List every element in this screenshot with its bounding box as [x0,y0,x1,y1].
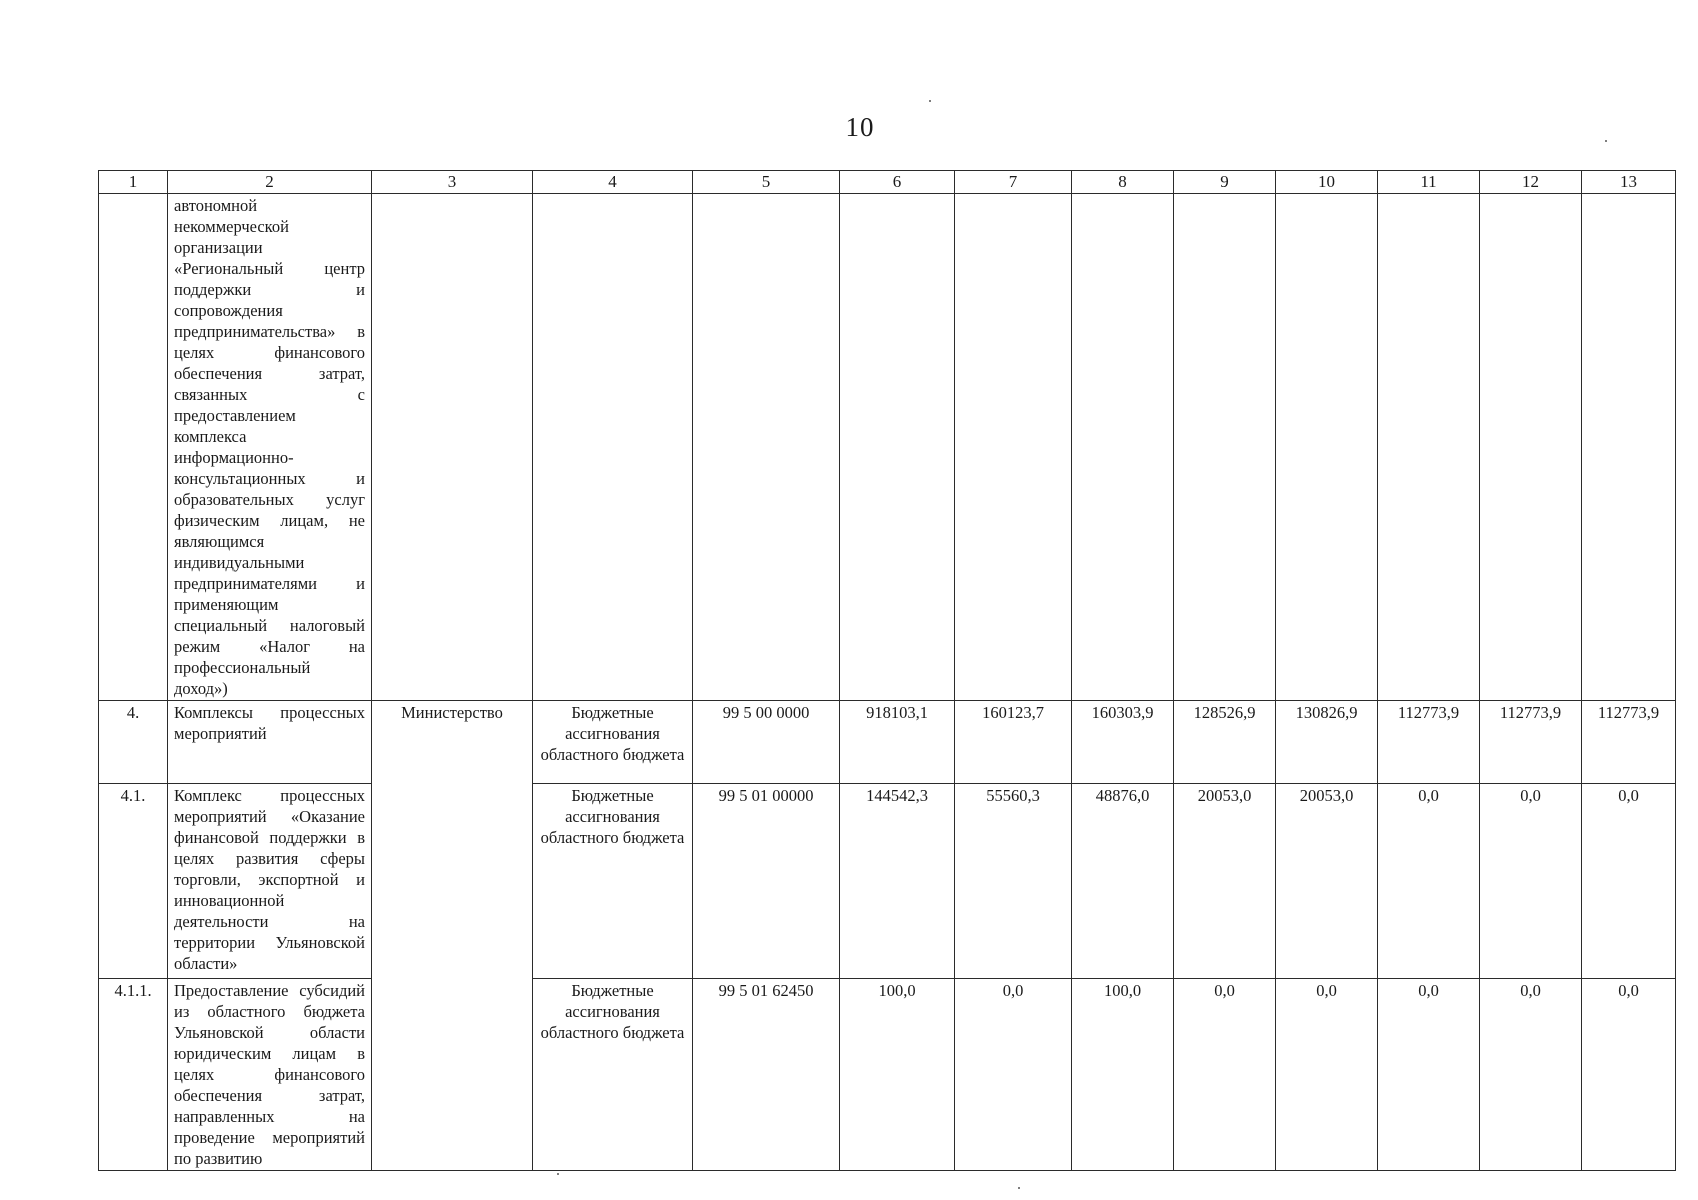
column-header: 3 [372,171,533,194]
column-header: 12 [1480,171,1582,194]
row-name: Комплекс процессных мероприятий «Оказание финансовой поддержки в целях развития сферы торговли, экспортной и инновационной деятельности на территории Ульяновской области» [168,784,372,979]
row-number: 4.1. [99,784,168,979]
row-code: 99 5 01 00000 [693,784,840,979]
row-source: Бюджетные ассигнования областного бюджета [533,701,693,784]
row-value [1582,194,1676,701]
row-value: 112773,9 [1582,701,1676,784]
row-executor [372,194,533,701]
column-header: 10 [1276,171,1378,194]
column-header: 8 [1072,171,1174,194]
column-header: 6 [840,171,955,194]
row-value: 100,0 [840,979,955,1171]
table-header-row [99,171,1676,194]
row-value [1072,194,1174,701]
row-value [1174,194,1276,701]
column-header: 4 [533,171,693,194]
table-row [99,784,1676,979]
row-value: 0,0 [1480,979,1582,1171]
row-executor: Министерство [372,701,533,1171]
column-header: 2 [168,171,372,194]
row-value: 0,0 [955,979,1072,1171]
scan-speck [1018,1187,1020,1189]
row-number: 4. [99,701,168,784]
row-value: 100,0 [1072,979,1174,1171]
row-value: 20053,0 [1276,784,1378,979]
row-value: 55560,3 [955,784,1072,979]
row-value: 48876,0 [1072,784,1174,979]
row-value [1276,194,1378,701]
row-value: 112773,9 [1480,701,1582,784]
row-value [840,194,955,701]
scan-speck [929,100,931,102]
column-header: 7 [955,171,1072,194]
row-value: 0,0 [1378,784,1480,979]
row-value: 0,0 [1276,979,1378,1171]
row-source: Бюджетные ассигнования областного бюджета [533,979,693,1171]
table-row [99,979,1676,1171]
row-value: 160123,7 [955,701,1072,784]
row-value: 0,0 [1480,784,1582,979]
row-value: 0,0 [1582,784,1676,979]
row-name: Комплексы процессных мероприятий [168,701,372,784]
table-row [99,194,1676,701]
row-name: Предоставление субсидий из областного бюджета Ульяновской области юридическим лицам в целях финансового обеспечения затрат, направленных на проведение мероприятий по развитию [168,979,372,1171]
row-name: автономной некоммерческой организации «Региональный центр поддержки и сопровождения предпринимательства» в целях финансового обеспечения затрат, связанных с предоставлением комплекса информационно-консультационных и образовательных услуг физическим лицам, не являющимся индивидуальными предпринимателями и применяющим специальный налоговый режим «Налог на профессиональный доход») [168,194,372,701]
row-value: 918103,1 [840,701,955,784]
row-value: 112773,9 [1378,701,1480,784]
row-value [955,194,1072,701]
row-value: 144542,3 [840,784,955,979]
row-code [693,194,840,701]
column-header: 5 [693,171,840,194]
row-source [533,194,693,701]
row-number [99,194,168,701]
column-header: 1 [99,171,168,194]
row-value: 0,0 [1582,979,1676,1171]
column-header: 9 [1174,171,1276,194]
budget-table [98,170,1676,1171]
row-value: 160303,9 [1072,701,1174,784]
column-header: 13 [1582,171,1676,194]
row-value [1480,194,1582,701]
table-row [99,701,1676,784]
row-code: 99 5 00 0000 [693,701,840,784]
row-value: 128526,9 [1174,701,1276,784]
row-source: Бюджетные ассигнования областного бюджета [533,784,693,979]
row-value: 130826,9 [1276,701,1378,784]
row-value [1378,194,1480,701]
column-header: 11 [1378,171,1480,194]
page-number: 10 [845,112,875,142]
row-value: 0,0 [1378,979,1480,1171]
scan-speck [1605,140,1607,142]
row-number: 4.1.1. [99,979,168,1171]
row-value: 0,0 [1174,979,1276,1171]
row-code: 99 5 01 62450 [693,979,840,1171]
row-value: 20053,0 [1174,784,1276,979]
scan-speck [557,1173,559,1175]
